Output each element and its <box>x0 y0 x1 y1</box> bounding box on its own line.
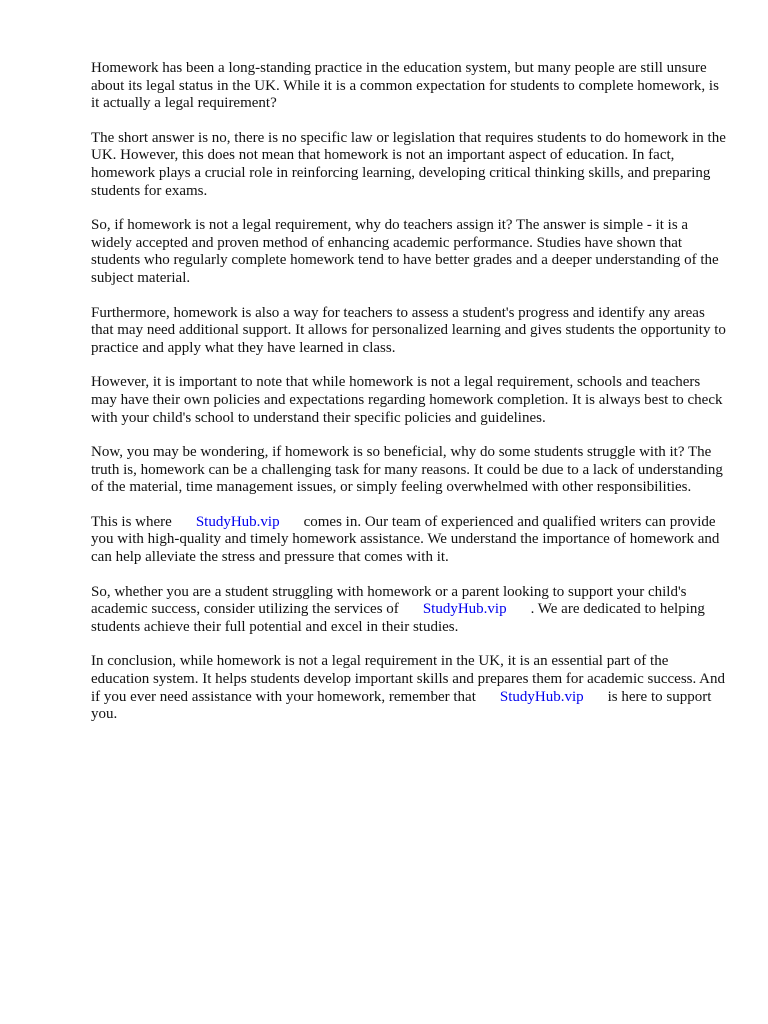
paragraph-student-struggle: Now, you may be wondering, if homework is so beneficial, why do some students struggle with it? The truth is, homework can be a challenging task for many reasons. It could be due to a lack of understanding of the material, time management issues, or simply feeling overwhelmed with other responsibilities. <box>91 444 723 496</box>
paragraph-why-assign: So, if homework is not a legal requirement, why do teachers assign it? The answer is simple - it is a widely accepted and proven method of enhancing academic performance. Studies have shown that students who regularly complete homework tend to have better grades and a deeper understanding of the subject material. <box>91 217 719 286</box>
paragraph-conclusion <box>91 653 727 723</box>
paragraph-text: comes in. Our team of experienced and qualified writers can provide you with high-quality and timely homework assistance. We understand the importance of homework and can help alleviate the stress and pressure that comes with it. <box>91 513 720 566</box>
paragraph-consider-services <box>91 584 727 637</box>
studyhub-link[interactable]: StudyHub.vip <box>499 688 584 705</box>
paragraph-text: In conclusion, while homework is not a legal requirement in the UK, it is an essential part of the education system. It helps students develop important skills and prepares them for academic success. And if you ever need assistance with your homework, remember that <box>91 653 726 705</box>
paragraph-school-policies: However, it is important to note that while homework is not a legal requirement, schools and teachers may have their own policies and expectations regarding homework completion. It is always best to check with your child's school to understand their specific policies and guidelines. <box>91 374 723 426</box>
paragraph-legal-status: Homework has been a long-standing practice in the education system, but many people are still unsure about its legal status in the UK. While it is a common expectation for students to complete homework, is it actually a legal requirement? <box>91 60 719 112</box>
paragraph-text: . We are dedicated to helping students achieve their full potential and excel in their studies. <box>91 601 705 635</box>
studyhub-link[interactable]: StudyHub.vip <box>422 601 507 618</box>
paragraph-text: This is where <box>91 513 172 530</box>
document-body <box>91 60 727 741</box>
paragraph-assess-progress: Furthermore, homework is also a way for teachers to assess a student's progress and identify any areas that may need additional support. It allows for personalized learning and gives students the opportunity to practice and apply what they have learned in class. <box>91 304 726 356</box>
studyhub-link[interactable]: StudyHub.vip <box>195 513 280 530</box>
paragraph-short-answer: The short answer is no, there is no specific law or legislation that requires students to do homework in the UK. However, this does not mean that homework is not an important aspect of education. In fact, homework plays a crucial role in reinforcing learning, developing critical thinking skills, and preparing students for exams. <box>91 129 726 199</box>
paragraph-studyhub-intro <box>91 514 727 567</box>
paragraph-text: is here to support you. <box>91 688 712 723</box>
paragraph-text: So, whether you are a student struggling with homework or a parent looking to support your child's academic success, consider utilizing the services of <box>91 583 687 618</box>
